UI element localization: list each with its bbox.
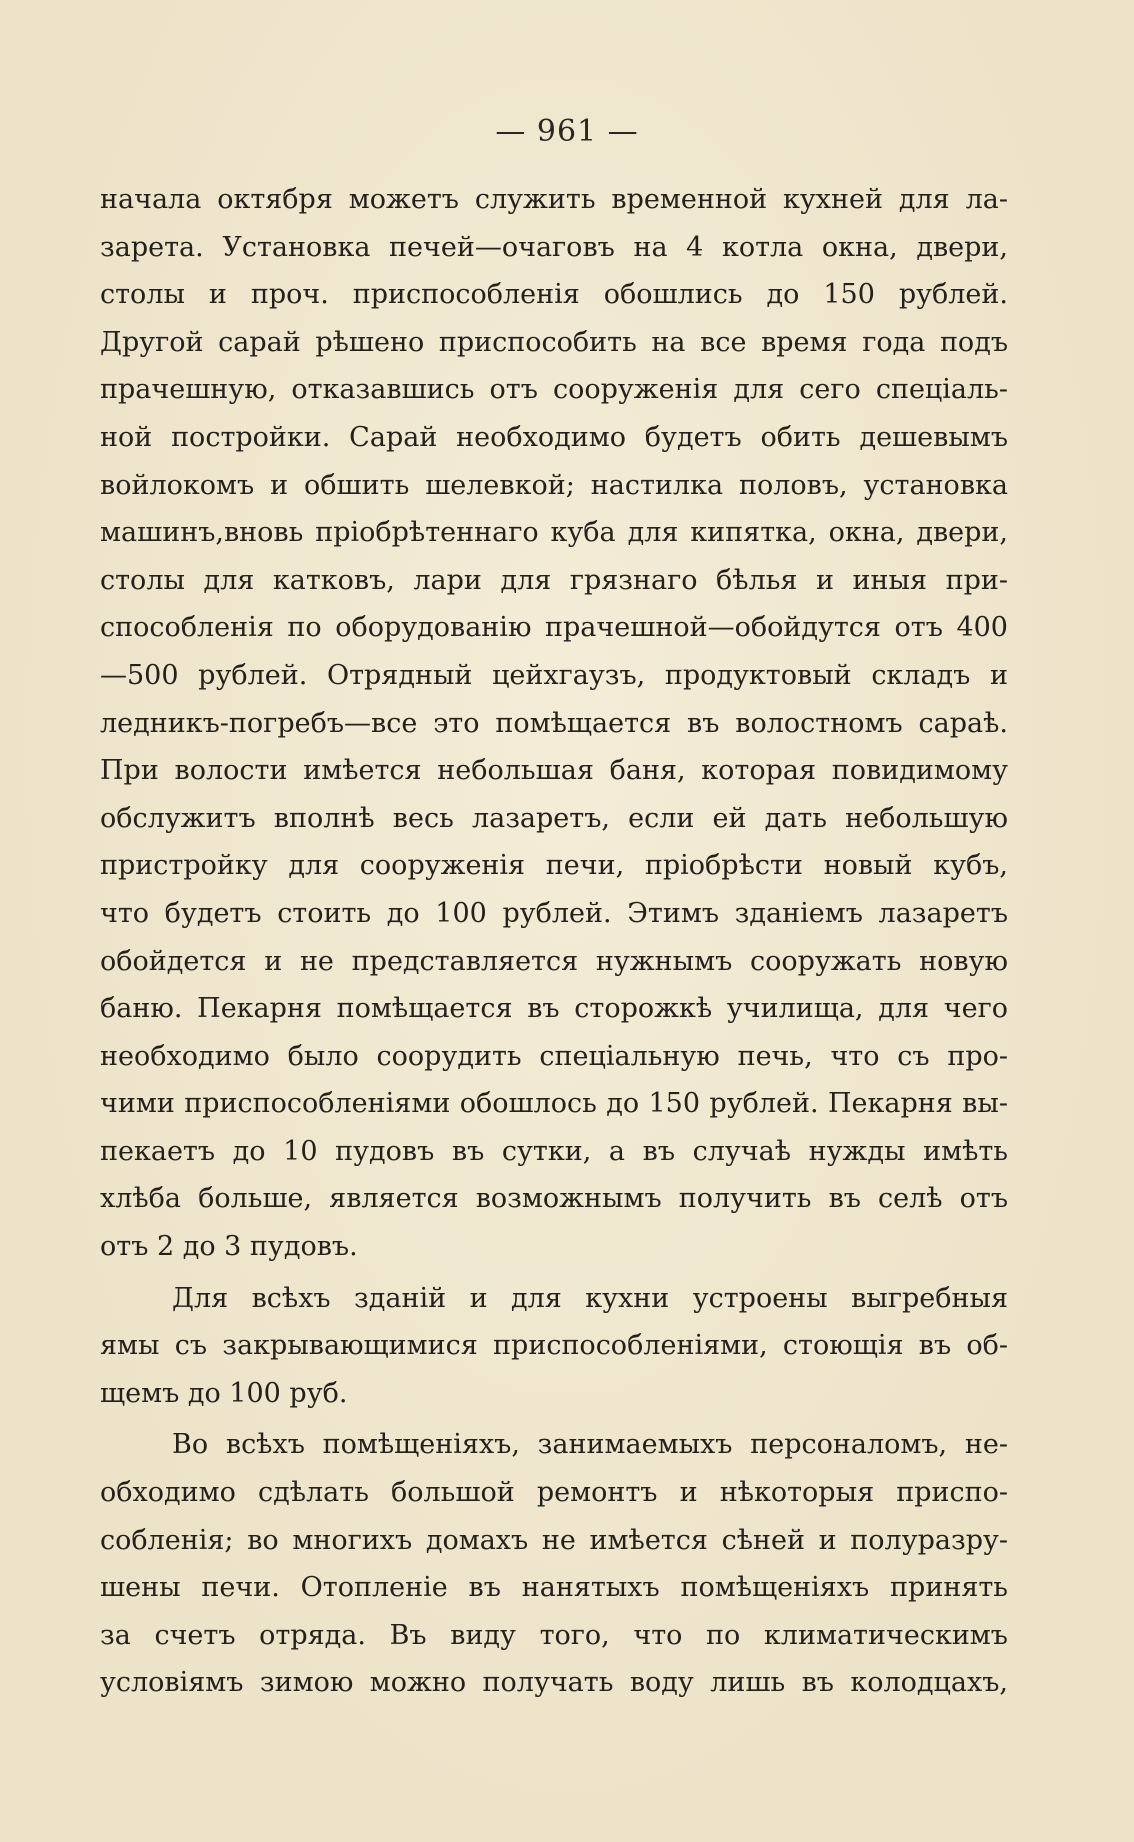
text-line: ной постройки. Сарай необходимо будетъ обить дешевымъ [100,421,1008,453]
text-line: собленія; во многихъ домахъ не имѣется сѣней и полуразру- [100,1524,1008,1556]
text-line: зарета. Установка печей—очаговъ на 4 котла окна, двери, [100,231,1008,263]
text-line: обслужитъ вполнѣ весь лазаретъ, если ей дать небольшую [100,802,1008,834]
text-line: щемъ до 100 руб. [100,1377,348,1409]
text-line: прачешную, отказавшись отъ сооруженія для сего спеціаль- [100,374,1008,406]
text-line: ледникъ-погребъ—все это помѣщается въ волостномъ сараѣ. [100,707,1008,739]
text-line: Для всѣхъ зданій и для кухни устроены выгребныя [172,1282,1008,1314]
paragraph [100,1421,1008,1707]
paragraph [100,1275,1008,1418]
text-line: —500 рублей. Отрядный цейхгаузъ, продуктовый складъ и [100,659,1008,691]
text-line: хлѣба больше, является возможнымъ получить въ селѣ отъ [100,1183,1008,1215]
text-line: обходимо сдѣлать большой ремонтъ и нѣкоторыя приспо- [100,1477,1008,1509]
text-line: ямы съ закрывающимися приспособленіями, стоющія въ об- [100,1330,1008,1362]
text-line: отъ 2 до 3 пудовъ. [100,1231,358,1263]
text-line: При волости имѣется небольшая баня, которая повидимому [100,755,1008,787]
text-line: способленія по оборудованію прачешной—обойдутся отъ 400 [100,612,1008,644]
text-line: Во всѣхъ помѣщеніяхъ, занимаемыхъ персоналомъ, не- [172,1429,1008,1461]
text-line: чими приспособленіями обошлось до 150 рублей. Пекарня вы- [100,1088,1008,1120]
text-line: что будетъ стоить до 100 рублей. Этимъ зданіемъ лазаретъ [100,897,1008,929]
text-line: условіямъ зимою можно получать воду лишь въ колодцахъ, [100,1667,1008,1699]
body-text [100,176,1008,1707]
paragraph [100,176,1008,1271]
text-line: шены печи. Отопленіе въ нанятыхъ помѣщеніяхъ принять [100,1572,1008,1604]
text-line: за счетъ отряда. Въ виду того, что по климатическимъ [100,1619,1008,1651]
text-line: столы для катковъ, лари для грязнаго бѣлья и иныя при- [100,564,1008,596]
text-line: баню. Пекарня помѣщается въ сторожкѣ училища, для чего [100,993,1008,1025]
page-number: — 961 — [495,114,639,149]
text-line: обойдется и не представляется нужнымъ сооружать новую [100,945,1008,977]
text-line: необходимо было соорудить спеціальную печь, что съ про- [100,1040,1008,1072]
text-line: пристройку для сооруженія печи, пріобрѣсти новый кубъ, [100,850,1008,882]
text-line: машинъ,вновь пріобрѣтеннаго куба для кипятка, окна, двери, [100,517,1008,549]
text-line: Другой сарай рѣшено приспособить на все время года подъ [100,326,1008,358]
text-line: начала октября можетъ служить временной кухней для ла- [100,184,1008,215]
text-line: войлокомъ и обшить шелевкой; настилка половъ, установка [100,469,1008,501]
text-line: столы и проч. приспособленія обошлись до 150 рублей. [100,279,1008,311]
text-line: пекаетъ до 10 пудовъ въ сутки, а въ случаѣ нужды имѣть [100,1135,1008,1167]
